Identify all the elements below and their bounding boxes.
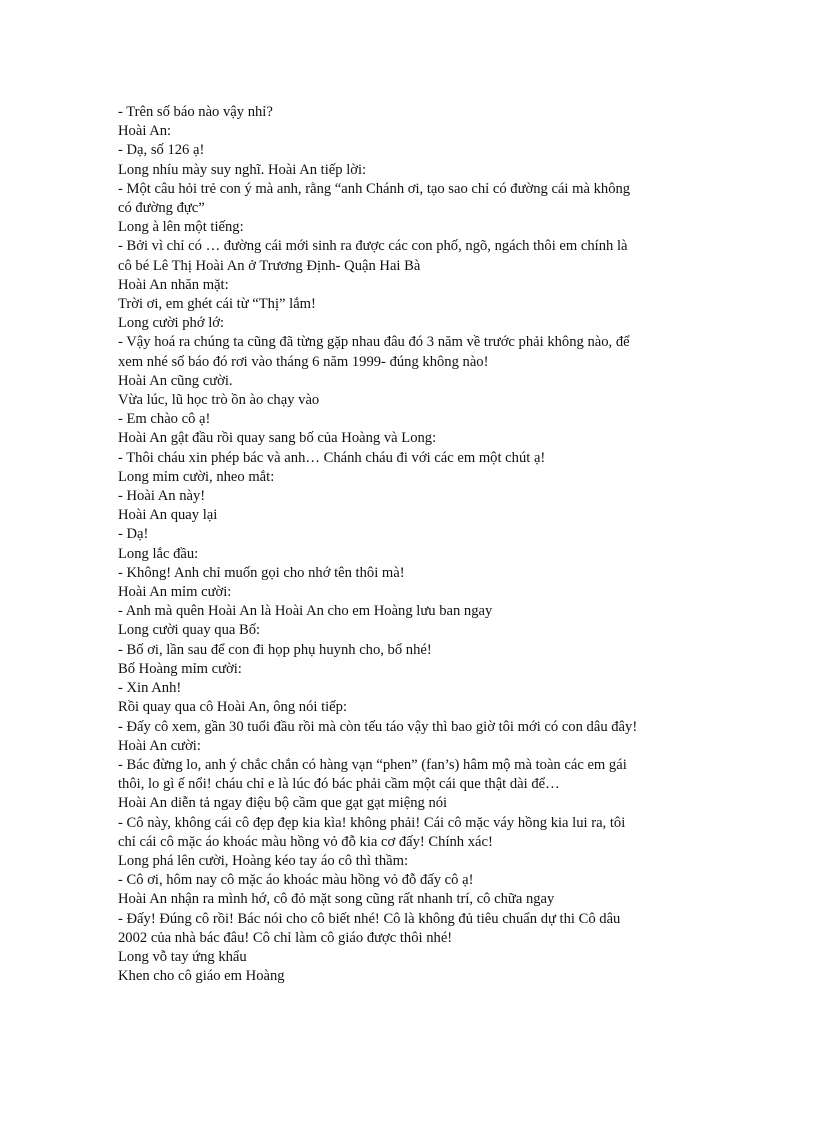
text-line: Hoài An cũng cười. <box>118 372 233 389</box>
text-line: Hoài An mỉm cười: <box>118 584 232 601</box>
text-line: - Đấy! Đúng cô rồi! Bác nói cho cô biết nhé! Cô là không đủ tiêu chuẩn dự thi Cô dâu <box>118 910 621 927</box>
text-line: Rồi quay qua cô Hoài An, ông nói tiếp: <box>118 699 348 716</box>
text-line: Long à lên một tiếng: <box>118 219 244 236</box>
text-line: - Dạ! <box>118 526 149 543</box>
text-line: Long phá lên cười, Hoàng kéo tay áo cô thì thầm: <box>118 852 408 869</box>
text-line: thôi, lo gì ế nổi! cháu chỉ e là lúc đó bác phải cầm một cái que thật dài để… <box>118 776 560 793</box>
text-line: Hoài An diễn tả ngay điệu bộ cầm que gạt gạt miệng nói <box>118 795 448 812</box>
text-line: Bố Hoàng mỉm cười: <box>118 660 242 677</box>
text-line: Long lắc đầu: <box>118 545 199 562</box>
text-line: - Hoài An này! <box>118 488 206 505</box>
text-line: 2002 của nhà bác đâu! Cô chỉ làm cô giáo được thôi nhé! <box>118 929 453 946</box>
text-line: - Em chào cô ạ! <box>118 411 211 428</box>
text-line: Long cười phớ lớ: <box>118 315 225 332</box>
text-line: - Bố ơi, lần sau để con đi họp phụ huynh cho, bố nhé! <box>118 641 432 658</box>
text-line: - Xin Anh! <box>118 680 182 697</box>
text-line: - Bởi vì chỉ có … đường cái mới sinh ra được các con phố, ngõ, ngách thôi em chính là <box>118 238 628 255</box>
text-line: Vừa lúc, lũ học trò ồn ào chạy vào <box>118 392 320 409</box>
text-line: Khen cho cô giáo em Hoàng <box>118 968 285 985</box>
text-line: Hoài An gật đầu rồi quay sang bố của Hoàng và Long: <box>118 430 437 447</box>
text-line: - Một câu hỏi trẻ con ý mà anh, rằng “anh Chánh ơi, tạo sao chỉ có đường cái mà không <box>118 180 631 197</box>
text-line: Long cười quay qua Bố: <box>118 622 261 639</box>
story-text <box>118 103 703 986</box>
text-line: Hoài An quay lại <box>118 507 218 524</box>
text-line: - Dạ, số 126 ạ! <box>118 142 205 159</box>
text-line: Long nhíu mày suy nghĩ. Hoài An tiếp lời: <box>118 161 367 178</box>
text-line: - Vậy hoá ra chúng ta cũng đã từng gặp nhau đâu đó 3 năm về trước phải không nào, để <box>118 334 630 351</box>
text-line: - Đấy cô xem, gần 30 tuổi đầu rồi mà còn tếu táo vậy thì bao giờ tôi mới có con dâu đây! <box>118 718 638 735</box>
text-line: xem nhé số báo đó rơi vào tháng 6 năm 1999- đúng không nào! <box>118 353 489 370</box>
text-line: Hoài An cười: <box>118 737 201 754</box>
text-line: - Cô ơi, hôm nay cô mặc áo khoác màu hồng vỏ đỗ đấy cô ạ! <box>118 872 474 889</box>
text-line: - Không! Anh chỉ muốn gọi cho nhớ tên thôi mà! <box>118 564 405 581</box>
text-line: Hoài An nhăn mặt: <box>118 276 229 293</box>
text-line: Trời ơi, em ghét cái từ “Thị” lắm! <box>118 296 316 313</box>
text-line: Long mỉm cười, nheo mắt: <box>118 468 275 485</box>
text-line: chỉ cái cô mặc áo khoác màu hồng vỏ đỗ kia cơ đấy! Chính xác! <box>118 833 493 850</box>
text-line: có đường đực” <box>118 200 205 217</box>
text-line: - Thôi cháu xin phép bác và anh… Chánh cháu đi với các em một chút ạ! <box>118 449 546 466</box>
text-line: cô bé Lê Thị Hoài An ở Trương Định- Quận Hai Bà <box>118 257 421 274</box>
text-line: Hoài An nhận ra mình hớ, cô đỏ mặt song cũng rất nhanh trí, cô chữa ngay <box>118 891 555 908</box>
text-line: - Anh mà quên Hoài An là Hoài An cho em Hoàng lưu ban ngay <box>118 603 493 620</box>
text-line: - Bác đừng lo, anh ý chắc chắn có hàng vạn “phen” (fan’s) hâm mộ mà toàn các em gái <box>118 756 627 773</box>
text-line: - Trên số báo nào vậy nhỉ? <box>118 104 273 120</box>
text-line: Long vỗ tay ứng khẩu <box>118 948 247 965</box>
text-line: Hoài An: <box>118 123 172 140</box>
text-line: - Cô này, không cái cô đẹp đẹp kia kìa! không phải! Cái cô mặc váy hồng kia lui ra, tôi <box>118 814 626 831</box>
